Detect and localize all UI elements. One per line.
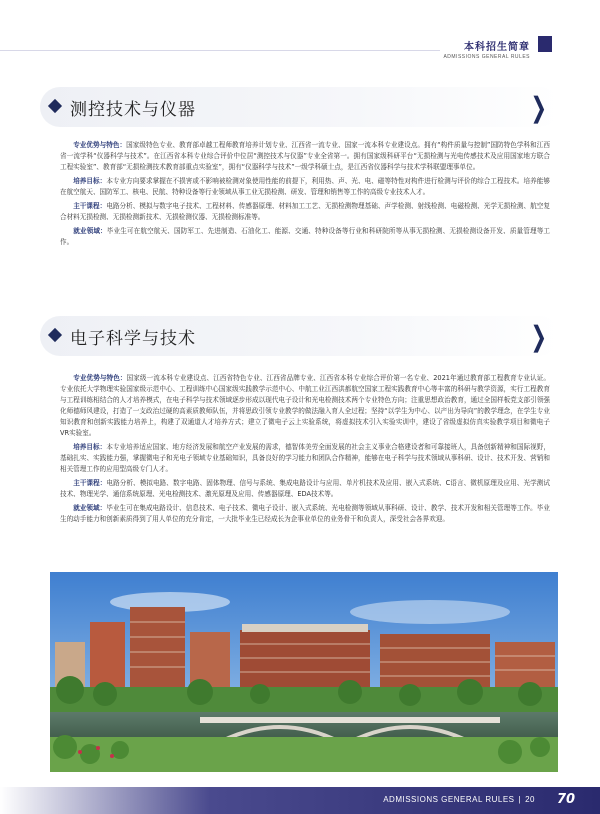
paragraph-text: 毕业生可在集成电路设计、信息技术、电子技术、微电子设计、嵌入式系统、光电检测等领域从事科研、设计、教学、技术开发和相关管理等工作。毕业生的动手能力和创新素质得到了用人单位的充分肯定，一大批毕业生已经成长为企事业单位的业务骨干和负责人，深受社会各界欢迎。 bbox=[60, 504, 551, 523]
header-accent-block bbox=[538, 36, 552, 52]
footer-title: ADMISSIONS GENERAL RULES bbox=[383, 795, 515, 804]
chevron-right-icon: ❯ bbox=[530, 91, 547, 124]
section-title: 电子科学与技术 bbox=[70, 329, 196, 349]
paragraph-text: 本专业方向要求掌握在不损害或不影响被检测对象使用性能的前提下，利用热、声、光、电、磁等特性对构件进行检测与评价的综合工程技术。培养能够在航空航天、国防军工、核电、民航、特种设备等行业领域从事工业无损检测、研发、管理和销售等工作的高级专业技术人才。 bbox=[60, 177, 551, 196]
paragraph bbox=[60, 442, 550, 475]
footer-text bbox=[383, 795, 535, 804]
page-header bbox=[0, 0, 600, 70]
header-rule bbox=[0, 50, 440, 51]
paragraph-label: 培养目标： bbox=[73, 443, 107, 451]
paragraph-label: 培养目标： bbox=[73, 177, 107, 185]
section-heading bbox=[40, 87, 560, 127]
paragraph bbox=[60, 478, 550, 500]
section-heading bbox=[40, 316, 560, 356]
paragraph-text: 国家级一流本科专业建设点、江西省特色专业、江西省品牌专业、江西省本科专业综合评价第一名专业、2021年通过教育部工程教育专业认证。专业依托大学物理实验国家级示范中心、工程训练中心国家级实践教学示范中心、中航工业江西洪都航空国家工程实践教育中心等丰富的科研与教学资源，实行工程教育与工程训练相结合的人才培养模式，在电子科学与技术领域逐步形成以现代电子设计和光电检测技术两个专业特色方向；注重思想政治教育，通过全国样板党支部引领强化师德师风建设，打造了一支政治过硬的高素质教师队伍，并将思政引领专业教学的做法融入育人全过程；坚持“以学生为中心、以产出为导向”的教学理念，在学生专业知识教育和创新实践能力培养上，构建了双通道人才培养方式；建立了微电子云上实验系统，将虚拟技术引入实验实训中，建设了省级虚拟仿真实验教学项目和微电子VR实验室。 bbox=[60, 374, 551, 437]
paragraph-text: 电路分析、模拟与数字电子技术、工程材料、传感器原理、材料加工工艺、无损检测物理基础、声学检测、射线检测、电磁检测、光学无损检测、航空复合材料无损检测、无损检测新技术、无损检测仪器、无损检测标准等。 bbox=[60, 202, 551, 221]
logo-text: 70 bbox=[556, 792, 576, 807]
paragraph-text: 国家级特色专业、教育部卓越工程师教育培养计划专业、江西省一流专业、国家一流本科专业建设点。拥有“构件质量与控制”国防特色学科和江西省一流学科“仪器科学与技术”。在江西省本科专业综合评价中位居“测控技术与仪器”专业全省第一。拥有国家级科研平台“无损检测与光电传感技术及应用国家地方联合工程实验室”、教育部“无损检测技术教育部重点实验室”，拥有“仪器科学与技术”一级学科硕士点，是江西省仪器科学与技术学科联盟理事单位。 bbox=[60, 141, 550, 171]
paragraph-label: 就业领域： bbox=[73, 227, 107, 235]
chevron-right-icon: ❯ bbox=[530, 320, 547, 353]
paragraph-text: 毕业生可在航空航天、国防军工、先进制造、石油化工、能源、交通、特种设备等行业和科研院所等从事无损检测、无损检测设备开发、质量管理等工作。 bbox=[60, 227, 551, 246]
footer-separator: | bbox=[518, 795, 522, 804]
paragraph-label: 就业领域： bbox=[73, 504, 107, 512]
anniversary-logo-icon bbox=[544, 790, 588, 810]
diamond-icon bbox=[48, 328, 62, 342]
section-title: 测控技术与仪器 bbox=[70, 100, 196, 120]
page-footer bbox=[0, 787, 600, 814]
paragraph-label: 专业优势与特色： bbox=[73, 141, 127, 149]
paragraph-text: 电路分析、模拟电路、数字电路、固体物理、信号与系统、集成电路设计与应用、单片机技术及应用、嵌入式系统、C语言、微机原理及应用、光学测试技术、物理光学、通信系统原理、光电检测技术、激光原理及应用、传感器原理、EDA技术等。 bbox=[60, 479, 551, 498]
page-number: 20 bbox=[525, 795, 535, 804]
paragraph bbox=[60, 373, 550, 439]
paragraph bbox=[60, 176, 550, 198]
header-title: 本科招生简章 bbox=[464, 42, 530, 53]
paragraph-text: 本专业培养适应国家、地方经济发展和航空产业发展的需求，德智体美劳全面发展的社会主义事业合格建设者和可靠接班人，具备创新精神和国际视野，基础扎实、实践能力强，掌握微电子和光电子领域专业基础知识，具备良好的学习能力和团队合作精神，能够在电子科学与技术领域从事科研、设计、技术开发、营销和相关管理工作的应用型高级专门人才。 bbox=[60, 443, 551, 473]
diamond-icon bbox=[48, 99, 62, 113]
paragraph-label: 专业优势与特色： bbox=[73, 374, 127, 382]
paragraph bbox=[60, 226, 550, 248]
campus-photo bbox=[50, 572, 558, 772]
header-subtitle: ADMISSIONS GENERAL RULES bbox=[443, 54, 530, 60]
paragraph-label: 主干课程： bbox=[73, 479, 107, 487]
paragraph bbox=[60, 503, 550, 525]
section-body bbox=[60, 140, 550, 251]
paragraph-label: 主干课程： bbox=[73, 202, 107, 210]
paragraph bbox=[60, 140, 550, 173]
section-body bbox=[60, 373, 550, 528]
paragraph bbox=[60, 201, 550, 223]
